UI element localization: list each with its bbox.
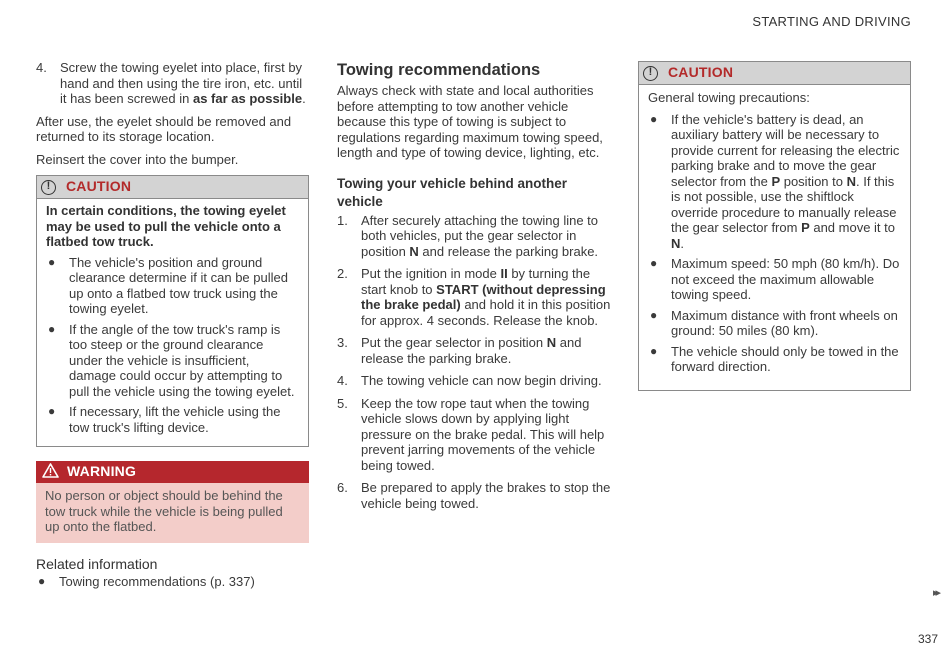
list-item: ● If the vehicle's battery is dead, an auxiliary battery will be necessary to provide current for releasing the electric parking brake and to move the gear selector from the P position to N. If this is not possible, use the shiftlock override procedure to manually release the gear selector from P and move it to N. (650, 111, 900, 251)
list-item: ● Maximum speed: 50 mph (80 km/h). Do not exceed the maximum allowable towing speed. (650, 256, 900, 302)
caution-list (648, 112, 901, 375)
warning-text: No person or object should be behind the tow truck while the vehicle is being pulled up onto the flatbed. (36, 483, 309, 543)
step-4: 4. Screw the towing eyelet into place, first by hand and then using the tire iron, etc. until it has been screwed in as far as possible. (36, 60, 306, 106)
caution-list (46, 255, 299, 436)
list-item: ● If the angle of the tow truck's ramp is too steep or the ground clearance under the vehicle is insufficient, damage could occur by attempting to pull the vehicle using the towing eyelet. (48, 321, 295, 399)
bullet-dot: ● (650, 111, 658, 126)
section-title: Towing recommendations (337, 61, 541, 79)
column-middle (337, 60, 611, 518)
exclamation-circle-icon: ! (643, 66, 658, 81)
exclamation-circle-icon: ! (41, 180, 56, 195)
step-2: 2. Put the ignition in mode II by turning the start knob to START (without depressing the brake pedal) and hold it in this position for approx. 4 seconds. Release the knob. (337, 266, 611, 328)
related-information-title: Related information (36, 555, 158, 572)
caution-title: CAUTION (66, 178, 132, 195)
paragraph-reinsert: Reinsert the cover into the bumper. (36, 151, 239, 167)
bullet-dot: ● (38, 574, 46, 588)
step-5: 5. Keep the tow rope taut when the towing vehicle slows down by applying light pressure on the brake pedal. This will help prevent jarring movements of the vehicle being towed. (337, 395, 605, 473)
subsection-title: Towing your vehicle behind another vehicle (337, 175, 568, 209)
column-right (638, 60, 911, 391)
warning-title: WARNING (67, 463, 137, 480)
caution-box-towing (638, 61, 911, 391)
caution-box-eyelet (36, 175, 309, 447)
bullet-dot: ● (650, 343, 658, 358)
double-arrow-icon[interactable]: ▸▸ (932, 587, 938, 599)
column-left (36, 60, 309, 595)
caution-body (37, 199, 308, 446)
step-1: 1. After securely attaching the towing line to both vehicles, put the gear selector in position N and release the parking brake. (337, 212, 599, 259)
towing-steps (337, 213, 611, 512)
step-6: 6. Be prepared to apply the brakes to stop the vehicle being towed. (337, 480, 611, 511)
list-item: ● Maximum distance with front wheels on ground: 50 miles (80 km). (650, 307, 898, 338)
caution-body (639, 85, 910, 390)
page-number: 337 (917, 632, 938, 646)
bullet-dot: ● (650, 256, 658, 270)
warning-header (36, 461, 309, 483)
caution-header (37, 176, 308, 199)
caution-lead: In certain conditions, the towing eyelet may be used to pull the vehicle onto a flatbed tow truck. (46, 203, 286, 249)
caution-header (639, 62, 910, 85)
bullet-dot: ● (48, 254, 56, 269)
list-item: ● The vehicle's position and ground clearance determine if it can be pulled up onto a flatbed tow truck using the towing eyelet. (48, 254, 288, 316)
section-header: STARTING AND DRIVING (752, 14, 911, 29)
bullet-dot: ● (48, 404, 56, 418)
intro-paragraph: Always check with state and local authorities before attempting to tow another vehicle because this type of towing is subject to regulations regarding maximum towing speed, length and type of towing device, lighting, etc. (337, 83, 603, 160)
list-item: ● If necessary, lift the vehicle using the tow truck's lifting device. (48, 404, 281, 435)
bullet-dot: ● (650, 307, 658, 322)
related-list (36, 574, 309, 590)
warning-box (36, 461, 309, 543)
bullet-dot: ● (48, 321, 56, 336)
step-list-continued (36, 60, 309, 107)
paragraph-after-use: After use, the eyelet should be removed and returned to its storage location. (36, 113, 292, 144)
list-item: ● The vehicle should only be towed in the forward direction. (650, 343, 899, 374)
step-4: 4. The towing vehicle can now begin driving. (337, 373, 602, 388)
caution-title: CAUTION (668, 64, 734, 81)
caution-intro: General towing precautions: (648, 90, 810, 105)
step-3: 3. Put the gear selector in position N and release the parking brake. (337, 335, 582, 366)
warning-triangle-icon (42, 463, 59, 482)
related-link[interactable]: ● Towing recommendations (p. 337) (38, 574, 255, 589)
